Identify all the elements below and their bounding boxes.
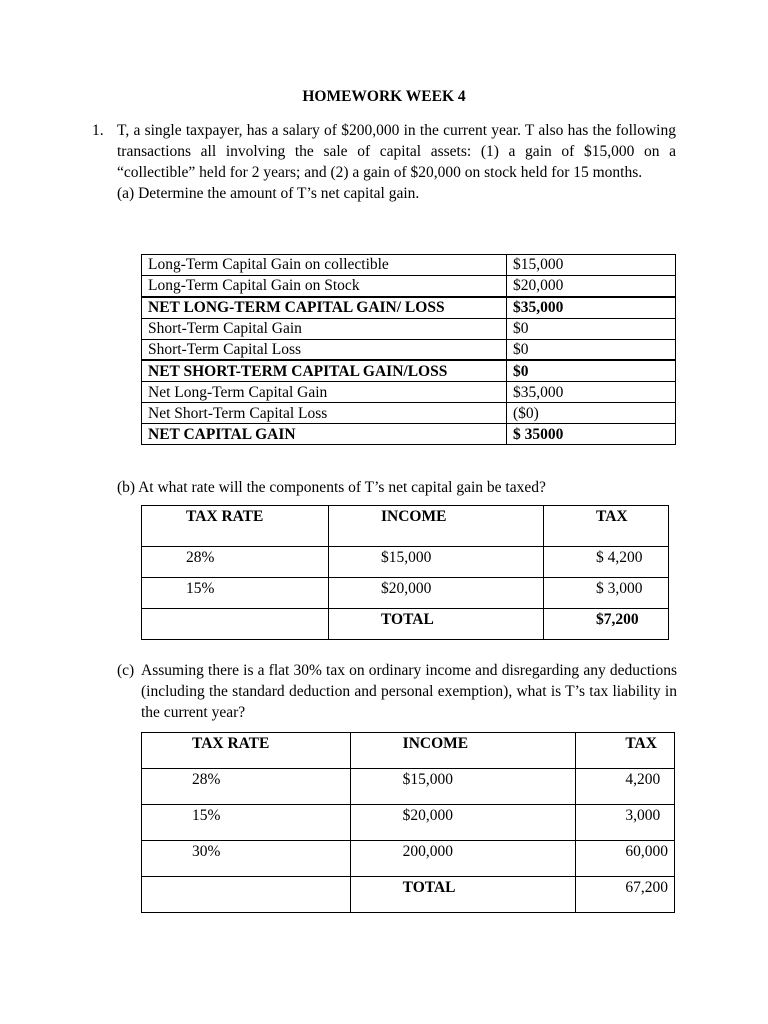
- cell-total-label: TOTAL: [350, 877, 576, 913]
- header-tax-rate: TAX RATE: [142, 733, 351, 769]
- cell-income: $15,000: [350, 769, 576, 805]
- table-row: [142, 275, 676, 296]
- row-label: Short-Term Capital Gain: [142, 318, 507, 339]
- row-label: Long-Term Capital Gain on collectible: [142, 255, 507, 276]
- page-title: HOMEWORK WEEK 4: [302, 88, 466, 105]
- row-label: Long-Term Capital Gain on Stock: [142, 275, 507, 296]
- table-row: [142, 805, 675, 841]
- table-row: [142, 841, 675, 877]
- row-value: $ 35000: [507, 424, 676, 445]
- header-tax: TAX: [576, 733, 675, 769]
- table-row: [142, 403, 676, 424]
- cell-income: $20,000: [329, 578, 544, 609]
- row-label: NET SHORT-TERM CAPITAL GAIN/LOSS: [142, 360, 507, 381]
- cell-rate: 30%: [142, 841, 351, 877]
- header-income: INCOME: [329, 506, 544, 547]
- net-capital-gain-table: [141, 254, 676, 445]
- cell-rate: 15%: [142, 805, 351, 841]
- part-c-label: (c): [117, 662, 135, 679]
- cell-tax: 4,200: [576, 769, 675, 805]
- table-row: [142, 318, 676, 339]
- row-value: $0: [507, 339, 676, 360]
- cell-rate: 15%: [142, 578, 329, 609]
- table-row: [142, 339, 676, 360]
- cell-rate: [142, 877, 351, 913]
- row-label: Short-Term Capital Loss: [142, 339, 507, 360]
- row-label: NET CAPITAL GAIN: [142, 424, 507, 445]
- part-c-block: [117, 660, 677, 723]
- table-row: [142, 424, 676, 445]
- cell-total-tax: $7,200: [544, 609, 669, 640]
- table-row: [142, 547, 669, 578]
- row-value: $20,000: [507, 275, 676, 296]
- table-row: [142, 297, 676, 318]
- cell-income: $15,000: [329, 547, 544, 578]
- question-number: 1.: [92, 122, 104, 139]
- cell-total-tax: 67,200: [576, 877, 675, 913]
- cell-income: 200,000: [350, 841, 576, 877]
- header-income: INCOME: [350, 733, 576, 769]
- row-value: $0: [507, 360, 676, 381]
- cell-total-label: TOTAL: [329, 609, 544, 640]
- question-text: T, a single taxpayer, has a salary of $200,000 in the current year. T also has the following transactions all involving the sale of capital assets: (1) a gain of $15,000 on a “collectible” held for 2 years; and (2) a gain of $20,000 on stock held for 15 months.: [117, 122, 676, 181]
- table-row: [142, 255, 676, 276]
- table-row: [142, 877, 675, 913]
- tax-liability-table: [141, 732, 675, 913]
- table-row: [142, 769, 675, 805]
- cell-tax: 60,000: [576, 841, 675, 877]
- table-row: [142, 360, 676, 381]
- header-tax: TAX: [544, 506, 669, 547]
- part-c-prompt: Assuming there is a flat 30% tax on ordinary income and disregarding any deductions (including the standard deduction and personal exemption), what is T’s tax liability in the current year?: [141, 662, 677, 721]
- row-value: $0: [507, 318, 676, 339]
- table-header-row: [142, 506, 669, 547]
- table-row: [142, 609, 669, 640]
- cell-rate: 28%: [142, 769, 351, 805]
- cell-tax: $ 4,200: [544, 547, 669, 578]
- component-rate-table: [141, 505, 669, 640]
- cell-tax: 3,000: [576, 805, 675, 841]
- table-row: [142, 382, 676, 403]
- table-row: [142, 578, 669, 609]
- row-value: $35,000: [507, 382, 676, 403]
- cell-tax: $ 3,000: [544, 578, 669, 609]
- table-header-row: [142, 733, 675, 769]
- cell-rate: 28%: [142, 547, 329, 578]
- row-value: $35,000: [507, 297, 676, 318]
- question-1: [92, 120, 676, 204]
- cell-rate: [142, 609, 329, 640]
- row-label: Net Short-Term Capital Loss: [142, 403, 507, 424]
- row-value: $15,000: [507, 255, 676, 276]
- cell-income: $20,000: [350, 805, 576, 841]
- header-tax-rate: TAX RATE: [142, 506, 329, 547]
- row-label: NET LONG-TERM CAPITAL GAIN/ LOSS: [142, 297, 507, 318]
- part-b-prompt: (b) At what rate will the components of T’s net capital gain be taxed?: [117, 479, 546, 496]
- row-value: ($0): [507, 403, 676, 424]
- part-a-prompt: (a) Determine the amount of T’s net capital gain.: [117, 185, 420, 202]
- row-label: Net Long-Term Capital Gain: [142, 382, 507, 403]
